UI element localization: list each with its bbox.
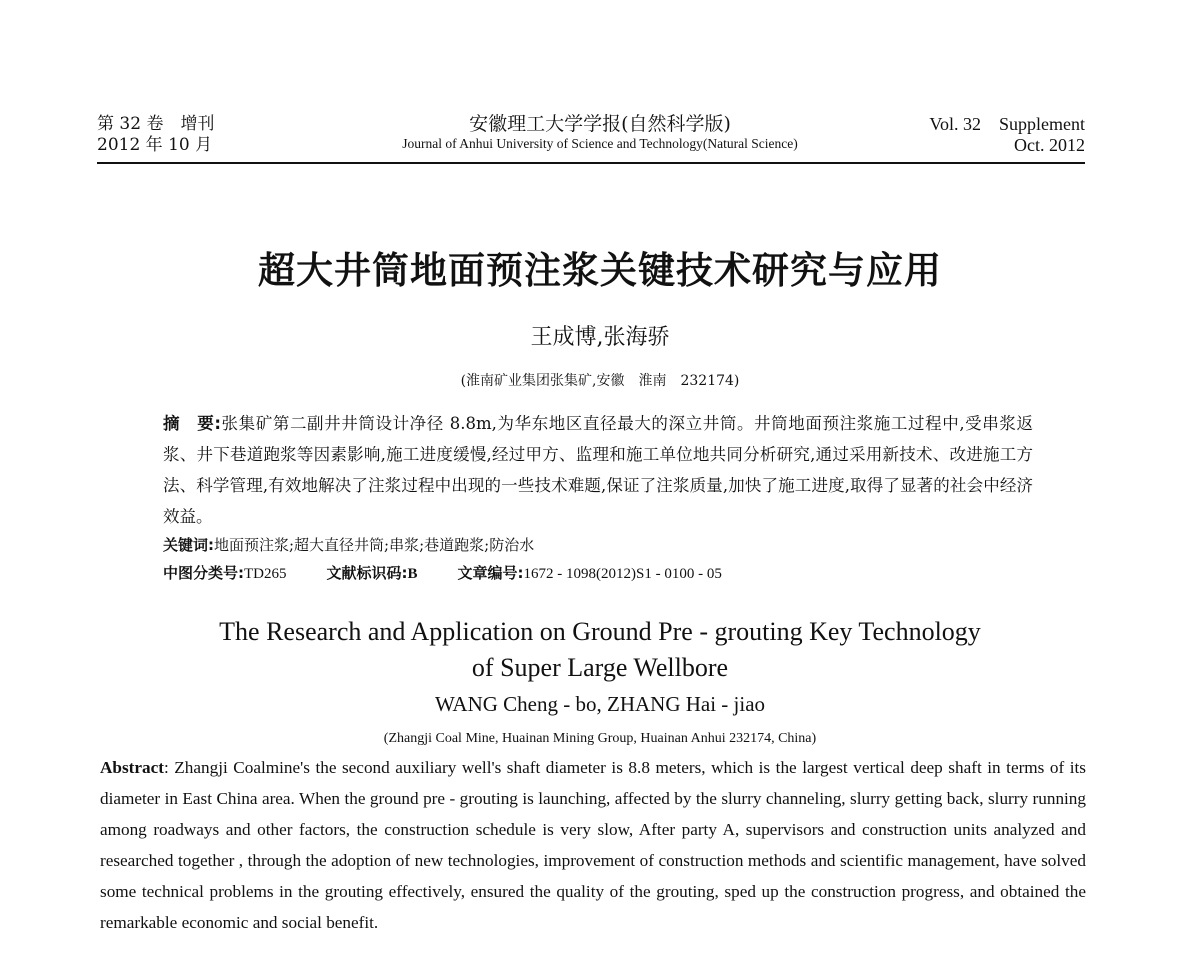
keywords-cn-text: 地面预注浆;超大直径井筒;串浆;巷道跑浆;防治水	[214, 536, 535, 554]
affiliation-en: (Zhangji Coal Mine, Huainan Mining Group, Huainan Anhui 232174, China)	[383, 731, 817, 746]
authors-en: WANG Cheng - bo, ZHANG Hai - jiao	[434, 692, 766, 716]
header-date-line: 2012 年 10 月	[97, 135, 213, 155]
header-volume-cn	[97, 114, 214, 156]
journal-name-en: Journal of Anhui University of Science and Technology(Natural Science)	[402, 136, 798, 151]
abstract-cn-text: 张集矿第二副井井筒设计净径 8.8m,为华东地区直径最大的深立井筒。井筒地面预注浆施工过程中,受串浆返浆、井下巷道跑浆等因素影响,施工进度缓慢,经过甲方、监理和施工单位地共同分析研究,通过采用新技术、改进施工方法、科学管理,有效地解决了注浆过程中出现的一些技术难题,保证了注浆质量,加快了施工进度,取得了显著的社会中经济效益。	[163, 414, 1033, 526]
header-supplement: Supplement	[999, 114, 1085, 134]
abstract-cn	[163, 408, 1033, 532]
abstract-block-cn	[163, 408, 1033, 588]
clc-value: TD265	[244, 566, 287, 582]
header-journal	[300, 113, 900, 153]
affiliation-cn: (淮南矿业集团张集矿,安徽 淮南 232174)	[460, 373, 740, 389]
header-rule	[97, 162, 1085, 164]
header-vol: Vol. 32	[929, 114, 981, 134]
paper-title-en-line1: The Research and Application on Ground Pre - grouting Key Technology	[219, 617, 981, 646]
paper-title-en	[0, 614, 1200, 686]
abstract-en	[100, 752, 1086, 938]
header-volume-en	[929, 114, 1085, 156]
article-number-value: 1672 - 1098(2012)S1 - 0100 - 05	[523, 566, 722, 582]
header-volume-line: 第 32 卷 增刊	[97, 114, 215, 134]
doc-code-value: B	[407, 566, 418, 582]
keywords-cn	[163, 532, 1033, 559]
header-date-en: Oct. 2012	[1014, 135, 1085, 155]
keywords-cn-label: 关键词:	[163, 536, 214, 554]
abstract-en-label: Abstract	[100, 758, 164, 777]
journal-name-cn: 安徽理工大学学报(自然科学版)	[469, 113, 731, 135]
article-number-label: 文章编号:	[457, 564, 524, 582]
abstract-en-colon: :	[163, 758, 175, 777]
abstract-cn-label: 摘 要:	[163, 414, 221, 433]
abstract-en-text: Zhangji Coalmine's the second auxiliary well's shaft diameter is 8.8 meters, which is the largest vertical deep shaft in terms of its diameter in East China area. When the ground pre - grouting is launching, affected by the slurry channeling, slurry getting back, slurry running among roadways and other factors, the construction schedule is very slow, After party A, supervisors and construction units analyzed and researched together , through the adoption of new technologies, improvement of construction methods and scientific management, have solved some technical problems in the grouting effectively, ensured the quality of the grouting, sped up the construction progress, and obtained the remarkable economic and social benefit.	[100, 758, 1086, 932]
clc-label: 中图分类号:	[163, 564, 244, 582]
paper-title-en-line2: of Super Large Wellbore	[471, 653, 729, 682]
doc-code-label: 文献标识码:	[326, 564, 408, 582]
classification-line	[163, 559, 1033, 588]
authors-cn: 王成博,张海骄	[530, 325, 670, 350]
paper-title-cn: 超大井筒地面预注浆关键技术研究与应用	[258, 248, 942, 292]
